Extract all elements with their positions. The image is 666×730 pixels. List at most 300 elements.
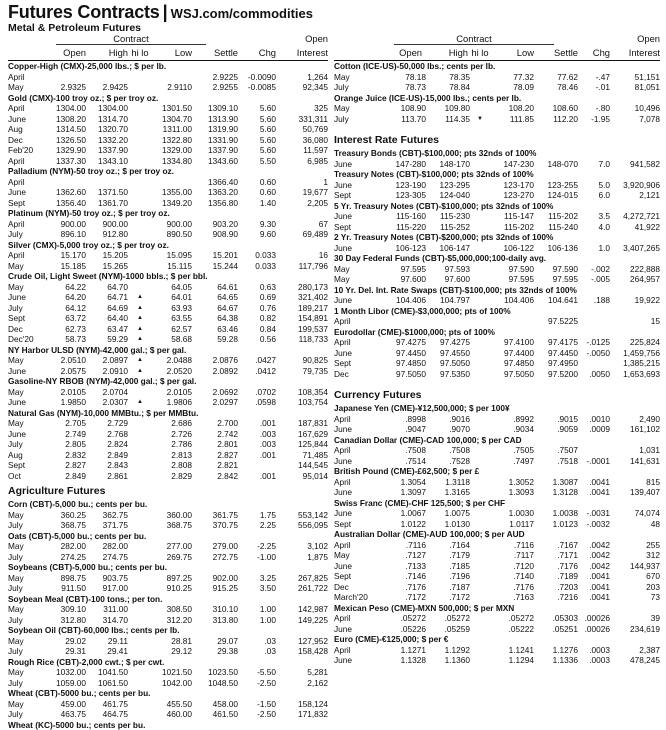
open-interest-heading-top: Open [280,33,328,44]
month-label: June [334,508,352,519]
chg-cell: 0.63 [240,282,276,293]
hilo-heading: hi lo [468,47,492,58]
contract-row [8,313,328,324]
open-cell: .7127 [380,550,426,561]
settle-cell: 2.0297 [196,397,238,408]
open-cell: 58.73 [36,334,86,345]
interest-cell: 3,102 [278,541,328,552]
open-heading: Open [36,47,86,58]
low-cell: 64.01 [152,292,192,303]
open-cell: 1.1271 [380,645,426,656]
interest-cell: 1,653,693 [610,369,660,380]
open-cell: .7133 [380,561,426,572]
interest-cell: 264,957 [610,274,660,285]
month-label: July [8,229,23,240]
settle-cell: 1356.80 [196,198,238,209]
chg-cell: -.01 [578,82,610,93]
site-name: WSJ.com/commodities [171,6,313,21]
interest-cell: 103,754 [278,397,328,408]
low-cell: 111.85 [490,114,534,125]
open-cell: 104.406 [380,295,426,306]
contract-heading-line: Treasury Bonds (CBT)-$100,000; pts 32nds of 100% [334,148,660,159]
interest-cell: 553,142 [278,510,328,521]
open-cell: 1.1328 [380,655,426,666]
month-label: May [8,604,24,615]
open-cell: .05226 [380,624,426,635]
open-cell: 2.749 [36,429,86,440]
interest-cell: 67 [278,219,328,230]
interest-cell: 118,733 [278,334,328,345]
interest-cell: 19,677 [278,187,328,198]
low-cell: 115-202 [490,222,534,233]
interest-cell: 142,987 [278,604,328,615]
high-cell: .7508 [428,445,470,456]
contract-row [8,520,328,531]
hilo-marker: ▲ [128,366,152,377]
open-cell: 2.705 [36,418,86,429]
open-cell: 97.4850 [380,358,426,369]
settle-cell: 1319.90 [196,124,238,135]
low-cell: 1.9806 [152,397,192,408]
high-cell: .7528 [428,456,470,467]
month-label: May [8,636,24,647]
interest-cell: 73 [610,592,660,603]
low-cell: .7120 [490,561,534,572]
chg-cell: -.0050 [578,348,610,359]
open-cell: 29.31 [36,646,86,657]
chg-cell: 0.033 [240,250,276,261]
month-label: Dec [8,135,23,146]
interest-cell: 15 [610,316,660,327]
settle-cell: .05303 [534,613,578,624]
contract-heading-line: Copper-High (CMX)-25,000 lbs.; $ per lb. [8,61,328,72]
low-cell: .7140 [490,571,534,582]
low-cell: 29.12 [152,646,192,657]
open-cell: 64.20 [36,292,86,303]
high-cell: 903.75 [88,573,128,584]
settle-cell: .7518 [534,456,578,467]
open-cell: 1.0067 [380,508,426,519]
high-cell: .9016 [428,414,470,425]
chg-cell: .0050 [578,369,610,380]
open-cell: 29.02 [36,636,86,647]
hilo-marker: ▲ [128,397,152,408]
contract-row [8,604,328,615]
low-cell: .7116 [490,540,534,551]
month-label: April [334,337,351,348]
high-cell: 114.35 [428,114,470,125]
interest-cell: 149,225 [278,615,328,626]
high-cell: 97.4550 [428,348,470,359]
interest-cell: 225,824 [610,337,660,348]
low-cell: .7176 [490,582,534,593]
contract-row [8,145,328,156]
open-cell: 64.12 [36,303,86,314]
low-cell: 897.25 [152,573,192,584]
month-label: May [334,72,350,83]
hilo-marker: ▲ [128,303,152,314]
open-cell: 282.00 [36,541,86,552]
high-cell: 78.84 [428,82,470,93]
month-label: Sept [334,358,351,369]
month-label: April [334,645,351,656]
contract-row [8,397,328,408]
low-cell: 910.25 [152,583,192,594]
month-label: April [8,72,25,83]
chg-cell: 5.60 [240,135,276,146]
low-cell: .7117 [490,550,534,561]
contract-row [334,592,660,603]
interest-cell: 312 [610,550,660,561]
low-cell: .7163 [490,592,534,603]
chg-cell: .03 [240,636,276,647]
settle-cell: 2.0892 [196,366,238,377]
open-cell: 1.3054 [380,477,426,488]
high-cell: 29.11 [88,636,128,647]
low-cell: 1311.00 [152,124,192,135]
month-label: April [334,414,351,425]
settle-cell: 458.00 [196,699,238,710]
interest-cell: 331,311 [278,114,328,125]
open-cell: .7146 [380,571,426,582]
settle-cell: 64.65 [196,292,238,303]
low-cell: 1021.50 [152,667,192,678]
high-heading: High [424,47,468,58]
contract-row [8,114,328,125]
contract-row [334,613,660,624]
high-cell: 2.0307 [88,397,128,408]
high-cell: 148-170 [428,159,470,170]
open-cell: 63.72 [36,313,86,324]
low-cell: .7505 [490,445,534,456]
contract-heading-line: Rough Rice (CBT)-2,000 cwt.; $ per cwt. [8,657,328,668]
low-cell: 2.829 [152,471,192,482]
settle-cell: 64.38 [196,313,238,324]
high-cell: .05259 [428,624,470,635]
interest-cell: 117,796 [278,261,328,272]
high-cell: 2.9425 [88,82,128,93]
high-cell: 1343.10 [88,156,128,167]
high-cell: 1.1360 [428,655,470,666]
month-label: April [8,156,25,167]
open-cell: 1314.50 [36,124,86,135]
low-cell: 308.50 [152,604,192,615]
interest-cell: 1,264 [278,72,328,83]
contract-heading-line: Eurodollar (CME)-$1000,000; pts of 100% [334,327,660,338]
settle-cell: .7189 [534,571,578,582]
chg-cell: .0042 [578,550,610,561]
open-cell: 115-160 [380,211,426,222]
high-cell: 917.00 [88,583,128,594]
chg-heading: Chg [240,47,276,58]
month-label: May [8,541,24,552]
chg-cell: 9.60 [240,229,276,240]
chg-cell: -.47 [578,72,610,83]
high-cell: 1061.50 [88,678,128,689]
low-cell: 360.00 [152,510,192,521]
settle-cell: 2.821 [196,460,238,471]
month-label: June [334,348,352,359]
open-cell: 1337.30 [36,156,86,167]
interest-cell: 815 [610,477,660,488]
contract-heading-line: Japanese Yen (CME)-¥12,500,000; $ per 100¥ [334,403,660,414]
open-interest-heading-top: Open [610,33,660,44]
month-label: Sept [8,313,25,324]
interest-cell: 2,121 [610,190,660,201]
contract-row [334,180,660,191]
high-cell: 1041.50 [88,667,128,678]
settle-cell: 97.4175 [534,337,578,348]
settle-cell: 272.75 [196,552,238,563]
contract-row [8,552,328,563]
contract-row [334,582,660,593]
settle-heading: Settle [534,47,578,58]
low-cell: 97.595 [490,274,534,285]
chg-cell: -.0032 [578,519,610,530]
chg-cell: -.0125 [578,337,610,348]
high-cell: 115-252 [428,222,470,233]
contract-row [334,456,660,467]
settle-cell: 115-202 [534,211,578,222]
chg-cell: -.002 [578,264,610,275]
interest-cell: 1 [278,177,328,188]
contract-row [334,561,660,572]
contract-row [8,460,328,471]
interest-cell: 1,031 [610,445,660,456]
open-cell: 2.827 [36,460,86,471]
high-cell: .7164 [428,540,470,551]
high-cell: .7185 [428,561,470,572]
chg-cell: .0041 [578,592,610,603]
chg-cell: .0003 [578,645,610,656]
month-label: Dec [334,369,349,380]
low-cell: 2.0488 [152,355,192,366]
chg-cell: 4.0 [578,222,610,233]
chg-cell: -0.0085 [240,82,276,93]
high-cell: 64.70 [88,282,128,293]
contract-heading-line: 1 Month Libor (CME)-$3,000,000; pts of 100% [334,306,660,317]
contract-row [334,348,660,359]
open-cell: 360.25 [36,510,86,521]
high-cell: 2.861 [88,471,128,482]
contract-heading-rule [394,44,554,45]
settle-cell: 106-136 [534,243,578,254]
right-column-header [334,33,660,61]
settle-cell: 78.46 [534,82,578,93]
contract-row [334,487,660,498]
settle-cell: 97.590 [534,264,578,275]
interest-cell: 941,582 [610,159,660,170]
settle-cell: 97.595 [534,274,578,285]
month-label: Sept [334,571,351,582]
month-label: June [334,487,352,498]
contract-heading-line: Treasury Notes (CBT)-$100,000; pts 32nds of 100% [334,169,660,180]
month-label: July [8,439,23,450]
contract-heading-line: Soybean Meal (CBT)-100 tons.; per ton. [8,594,328,605]
high-cell: .7179 [428,550,470,561]
contract-heading-line: Australian Dollar (CME)-AUD 100,000; $ per AUD [334,529,660,540]
settle-cell: 1048.50 [196,678,238,689]
contract-row [8,583,328,594]
month-label: July [334,114,349,125]
low-cell: 63.93 [152,303,192,314]
contract-heading-line: Soybeans (CBT)-5,000 bu.; cents per bu. [8,562,328,573]
interest-cell: 167,629 [278,429,328,440]
high-cell: 1314.70 [88,114,128,125]
settle-cell: 902.00 [196,573,238,584]
chg-cell: 1.75 [240,510,276,521]
open-cell: 106-123 [380,243,426,254]
high-cell: 97.5350 [428,369,470,380]
settle-cell: 97.4950 [534,358,578,369]
month-label: May [8,261,24,272]
interest-heading: Interest [278,47,328,58]
interest-cell: 280,173 [278,282,328,293]
high-cell: 282.00 [88,541,128,552]
month-label: Sept [8,460,25,471]
contract-heading-rule [56,44,206,45]
chg-cell: .0412 [240,366,276,377]
month-label: July [8,615,23,626]
chg-cell: .001 [240,418,276,429]
chg-cell: -.005 [578,274,610,285]
chg-cell: 5.60 [240,114,276,125]
open-cell: 2.0510 [36,355,86,366]
contract-row [8,229,328,240]
month-label: June [8,429,26,440]
settle-cell: .7171 [534,550,578,561]
chg-cell: -2.50 [240,678,276,689]
interest-cell: 2,162 [278,678,328,689]
interest-cell: 478,245 [610,655,660,666]
high-heading: High [88,47,128,58]
contract-heading-line: Gold (CMX)-100 troy oz.; $ per troy oz. [8,93,328,104]
open-cell: .7514 [380,456,426,467]
interest-cell: 325 [278,103,328,114]
chg-cell: .00026 [578,613,610,624]
open-cell: 309.10 [36,604,86,615]
high-cell: 1332.20 [88,135,128,146]
low-cell: .7497 [490,456,534,467]
open-cell: 123-305 [380,190,426,201]
contract-heading-line: 2 Yr. Treasury Notes (CBT)-$200,000; pts 32nds of 100% [334,232,660,243]
chg-cell: -0.0090 [240,72,276,83]
open-cell: 1.9850 [36,397,86,408]
contract-row [334,655,660,666]
month-label: July [8,303,23,314]
settle-cell: 1023.50 [196,667,238,678]
settle-cell: 64.61 [196,282,238,293]
interest-cell: 556,095 [278,520,328,531]
interest-cell: 144,545 [278,460,328,471]
chg-cell: 5.60 [240,103,276,114]
open-cell: 2.0575 [36,366,86,377]
low-cell: .8992 [490,414,534,425]
high-cell: 314.70 [88,615,128,626]
settle-cell: 461.50 [196,709,238,720]
chg-cell: 7.0 [578,159,610,170]
contract-row [8,541,328,552]
month-label: May [8,667,24,678]
interest-cell: 670 [610,571,660,582]
high-cell: 371.75 [88,520,128,531]
hilo-marker: ▲ [128,355,152,366]
section-heading: Agriculture Futures [8,484,328,499]
chg-cell: .0041 [578,487,610,498]
contract-row [8,439,328,450]
high-cell: 124-040 [428,190,470,201]
low-cell: 455.50 [152,699,192,710]
chg-cell: 2.25 [240,520,276,531]
low-cell: 62.57 [152,324,192,335]
high-cell: 2.843 [88,460,128,471]
month-label: May [8,510,24,521]
contract-row [8,636,328,647]
contract-row [334,211,660,222]
open-cell: 2.0105 [36,387,86,398]
open-cell: 97.600 [380,274,426,285]
contract-heading-line: 10 Yr. Del. Int. Rate Swaps (CBT)-$100,000; pts 32nds of 100% [334,285,660,296]
low-cell: .05222 [490,624,534,635]
month-label: April [8,250,25,261]
settle-cell: .7176 [534,561,578,572]
low-cell: 1304.70 [152,114,192,125]
settle-cell: 1.0123 [534,519,578,530]
settle-cell: 1.3128 [534,487,578,498]
contract-row [334,82,660,93]
contract-row [8,678,328,689]
low-cell: 1.0117 [490,519,534,530]
left-column-body [8,61,328,730]
open-cell: 78.73 [380,82,426,93]
title-separator: | [163,2,168,22]
settle-cell: 2.801 [196,439,238,450]
high-cell: .7187 [428,582,470,593]
low-cell: 1349.20 [152,198,192,209]
open-cell: .7508 [380,445,426,456]
high-cell: 1320.70 [88,124,128,135]
high-cell: 2.0704 [88,387,128,398]
low-cell: 900.00 [152,219,192,230]
chg-cell: -1.50 [240,699,276,710]
section-subtitle: Metal & Petroleum Futures [8,22,141,34]
low-cell: 2.686 [152,418,192,429]
chg-cell: .0598 [240,397,276,408]
interest-cell: 222,888 [610,264,660,275]
interest-cell: 74,074 [610,508,660,519]
contract-row [8,709,328,720]
settle-cell: 1.1336 [534,655,578,666]
settle-cell: .9015 [534,414,578,425]
month-label: Feb'20 [8,145,33,156]
month-label: Aug [8,450,23,461]
settle-cell: 1.1276 [534,645,578,656]
high-cell: 63.47 [88,324,128,335]
hilo-marker: ▲ [128,313,152,324]
interest-cell: 69,489 [278,229,328,240]
contract-row [334,645,660,656]
month-label: April [334,316,351,327]
contract-heading-line: Silver (CMX)-5,000 troy oz.; $ per troy oz. [8,240,328,251]
interest-cell: 48 [610,519,660,530]
month-label: June [8,397,26,408]
month-label: April [8,219,25,230]
high-cell: 1337.90 [88,145,128,156]
month-label: July [8,678,23,689]
settle-cell: 124-015 [534,190,578,201]
month-label: April [334,477,351,488]
chg-cell: -5.50 [240,667,276,678]
